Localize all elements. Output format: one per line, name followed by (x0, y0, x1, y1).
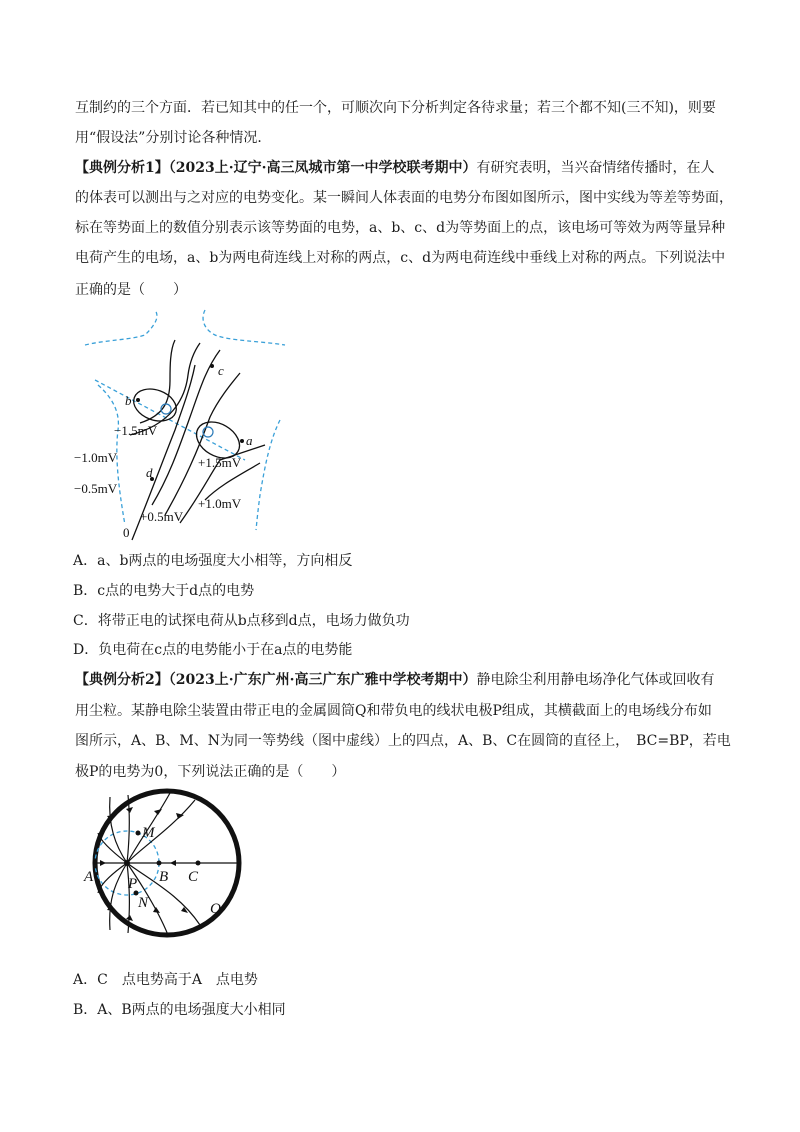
example2-text-4: 极P的电势为0，下列说法正确的是（ ） (75, 764, 346, 780)
point-m-dot (136, 831, 141, 836)
example2-tag: 【典例分析2】 (75, 672, 169, 688)
example2-option-b: B．A、B两点的电场强度大小相同 (73, 1002, 286, 1018)
body-outline (85, 310, 285, 530)
point-a-dot (93, 861, 98, 866)
label-zero: 0 (123, 525, 130, 540)
point-c-dot (196, 861, 201, 866)
example2-option-a: A．C 点电势高于A 点电势 (73, 972, 258, 988)
label-a: a (246, 433, 253, 448)
point-b-dot (157, 861, 162, 866)
label-c: c (218, 363, 224, 378)
label-minus-1-0: −1.0mV (74, 450, 118, 465)
label-b: b (125, 393, 132, 408)
intro-line-2: 用“假设法”分别讨论各种情况． (75, 130, 272, 146)
example1-text-3: 标在等势面上的数值分别表示该等势面的电势，a、b、c、d为等势面上的点，该电场可等效为两等量异种 (75, 220, 726, 236)
example2-source: （2023上·广东广州·高三广东广雅中学校考期中） (168, 672, 477, 688)
label-c: C (188, 869, 199, 885)
label-minus-0-5: −0.5mV (74, 481, 118, 496)
example1-text-5: 正确的是（ ） (75, 282, 187, 298)
example1-option-d: D．负电荷在c点的电势能小于在a点的电势能 (73, 642, 353, 658)
example2-text-3: 图所示，A、B、M、N为同一等势线（图中虚线）上的四点，A、B、C在圆筒的直径上， BC=BP，若电 (75, 733, 731, 749)
example1-option-a: A．a、b两点的电场强度大小相等，方向相反 (73, 553, 353, 569)
label-n: N (138, 895, 149, 911)
label-a: A (84, 869, 94, 885)
label-minus-1-5: −1.5mV (114, 423, 158, 438)
example1-tag: 【典例分析1】 (75, 160, 169, 176)
example1-text-4: 电荷产生的电场，a、b为两电荷连线上对称的两点，c、d为两电荷连线中垂线上对称的两点。下列说法中 (75, 250, 726, 266)
body-potential-figure (70, 305, 300, 545)
example2-text-1: 静电除尘利用静电场净化气体或回收有 (476, 672, 715, 688)
example1-heading (75, 158, 735, 178)
example1-source: （2023上·辽宁·高三凤城市第一中学校联考期中） (168, 160, 477, 176)
label-d: d (146, 465, 153, 480)
label-plus-1-0: +1.0mV (198, 496, 242, 511)
label-q: Q (210, 901, 221, 917)
label-m: M (142, 825, 155, 841)
example1-text-1: 有研究表明，当兴奋情绪传播时，在人 (476, 160, 715, 176)
point-b-dot (136, 398, 140, 402)
example2-heading (75, 670, 735, 690)
electrode-p (124, 860, 130, 866)
label-plus-1-5: +1.5mV (198, 455, 242, 470)
example1-option-b: B．c点的电势大于d点的电势 (73, 583, 255, 599)
intro-line-1: 互制约的三个方面．若已知其中的任一个，可顺次向下分析判定各待求量；若三个都不知(三不知)，则要 (75, 100, 716, 116)
label-b: B (159, 869, 169, 885)
example2-text-2: 用尘粒。某静电除尘装置由带正电的金属圆筒Q和带负电的线状电极P组成，其横截面上的电场线分布如 (75, 703, 712, 719)
label-plus-0-5: +0.5mV (140, 509, 184, 524)
example1-text-2: 的体表可以测出与之对应的电势变化。某一瞬间人体表面的电势分布图如图所示，图中实线为等差等势面， (75, 190, 733, 206)
label-p: P (128, 876, 138, 892)
point-a-dot (240, 439, 244, 443)
example1-option-c: C．将带正电的试探电荷从b点移到d点，电场力做负功 (73, 613, 410, 629)
precipitator-figure (70, 785, 250, 945)
point-c-dot (210, 364, 214, 368)
